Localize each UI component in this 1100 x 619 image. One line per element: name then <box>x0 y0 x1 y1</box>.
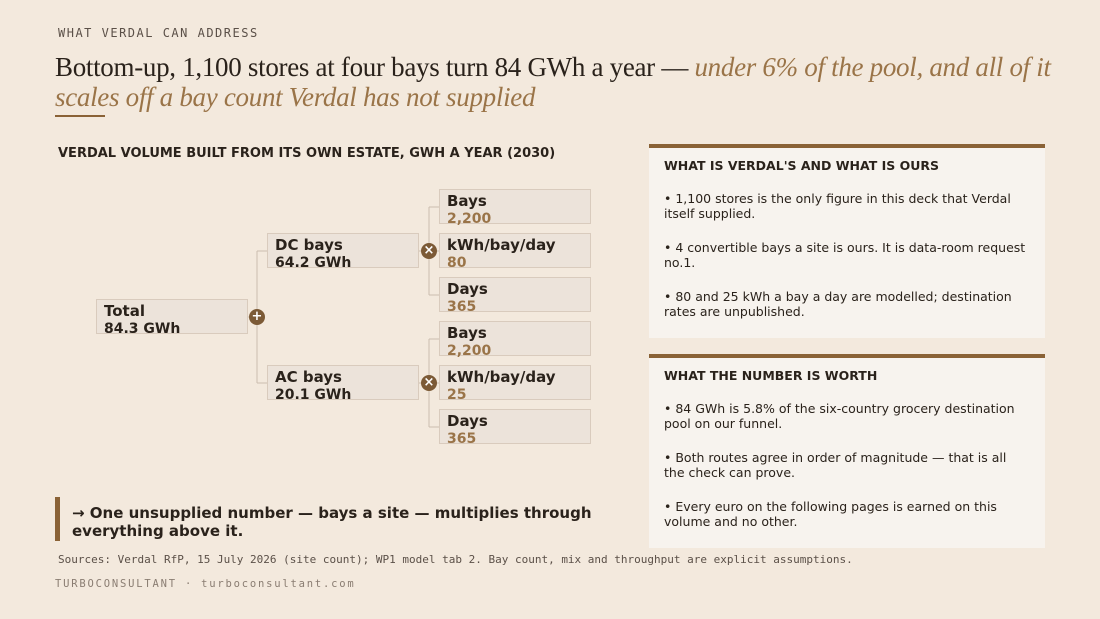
panel-bullet: • Both routes agree in order of magnitude — that is all the check can prove. <box>664 450 1007 480</box>
leaf-value: 365 <box>447 431 477 447</box>
panel-ownership <box>649 144 1045 338</box>
leaf-ac-days <box>439 409 591 447</box>
leaf-label: Bays <box>447 192 487 210</box>
panel-title: WHAT THE NUMBER IS WORTH <box>664 368 878 383</box>
node-total-label: Total <box>104 302 145 320</box>
panel-bullet: • 1,100 stores is the only figure in this deck that Verdal itself supplied. <box>664 191 1011 221</box>
leaf-dc-days <box>439 277 591 315</box>
panel-bullet: • 84 GWh is 5.8% of the six-country grocery destination pool on our funnel. <box>664 401 1015 431</box>
headline-accent: under 6% of the pool, and all of it scales off a bay count Verdal has not supplied <box>55 52 1051 112</box>
leaf-ac-bays <box>439 321 591 359</box>
panel-bullet: • 80 and 25 kWh a bay a day are modelled; destination rates are unpublished. <box>664 289 1012 319</box>
node-total <box>96 299 248 337</box>
leaf-label: Days <box>447 280 488 298</box>
footer-brand: TURBOCONSULTANT · turboconsultant.com <box>55 578 356 590</box>
tree-title: VERDAL VOLUME BUILT FROM ITS OWN ESTATE, GWH A YEAR (2030) <box>58 146 556 161</box>
leaf-value: 25 <box>447 387 467 403</box>
node-ac-bays <box>267 365 419 403</box>
panel-bullet: • Every euro on the following pages is earned on this volume and no other. <box>664 499 997 529</box>
leaf-value: 80 <box>447 255 467 271</box>
leaf-value: 2,200 <box>447 211 492 227</box>
node-dc-label: DC bays <box>275 236 343 254</box>
sources-note: Sources: Verdal RfP, 15 July 2026 (site count); WP1 model tab 2. Bay count, mix and throughput are explicit assumptions. <box>58 553 853 566</box>
node-dc-value: 64.2 GWh <box>275 255 352 271</box>
node-dc-bays <box>267 233 419 271</box>
leaf-dc-throughput <box>439 233 591 271</box>
leaf-value: 365 <box>447 299 477 315</box>
panel-bullet: • 4 convertible bays a site is ours. It is data-room request no.1. <box>664 240 1026 270</box>
leaf-label: Days <box>447 412 488 430</box>
sum-operator-icon: + <box>249 309 265 325</box>
node-total-value: 84.3 GWh <box>104 321 181 337</box>
leaf-label: Bays <box>447 324 487 342</box>
multiply-operator-icon: × <box>421 375 437 391</box>
node-ac-label: AC bays <box>275 368 342 386</box>
key-callout: → One unsupplied number — bays a site — multiplies through everything above it. <box>55 497 615 541</box>
leaf-label: kWh/bay/day <box>447 236 556 254</box>
eyebrow: WHAT VERDAL CAN ADDRESS <box>58 26 259 40</box>
headline-main: Bottom-up, 1,100 stores at four bays turn 84 GWh a year — <box>55 52 695 82</box>
node-ac-value: 20.1 GWh <box>275 387 352 403</box>
leaf-value: 2,200 <box>447 343 492 359</box>
multiply-operator-icon: × <box>421 243 437 259</box>
leaf-label: kWh/bay/day <box>447 368 556 386</box>
leaf-dc-bays <box>439 189 591 227</box>
leaf-ac-throughput <box>439 365 591 403</box>
panel-title: WHAT IS VERDAL'S AND WHAT IS OURS <box>664 158 939 173</box>
panel-worth <box>649 354 1045 548</box>
